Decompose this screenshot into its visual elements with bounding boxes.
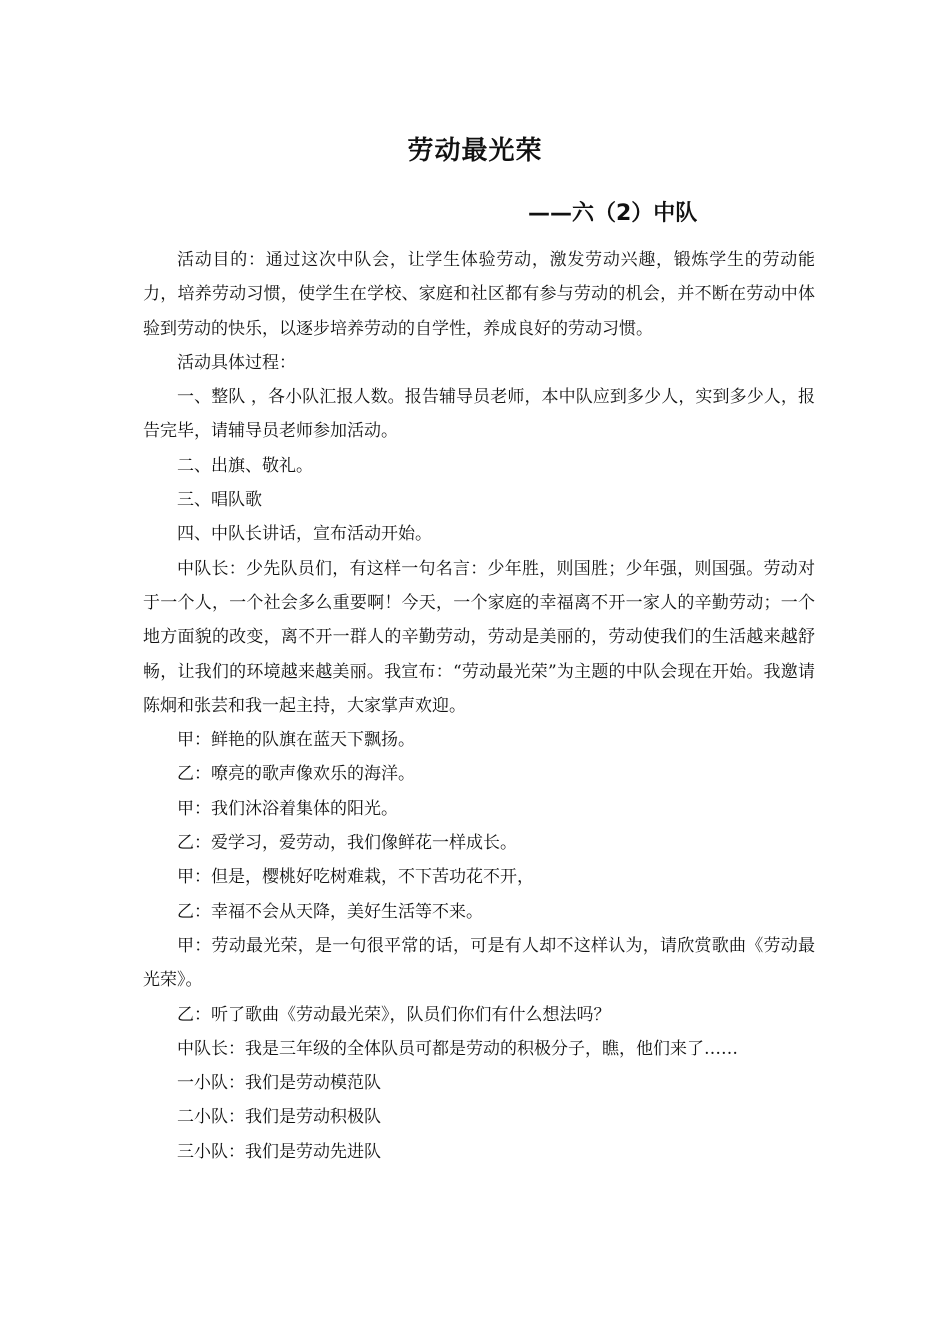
paragraph-purpose: 活动目的：通过这次中队会，让学生体验劳动，激发劳动兴趣，锻炼学生的劳动能力，培养劳动习惯，使学生在学校、家庭和社区都有参与劳动的机会，并不断在劳动中体验到劳动的快乐，以逐步培养劳动的自学性，养成良好的劳动习惯。 [143, 250, 815, 339]
paragraph-dialogue-8: 乙：听了歌曲《劳动最光荣》，队员们你们有什么想法吗？ [177, 1004, 611, 1025]
paragraph-step-1: 一、整队 ，各小队汇报人数。报告辅导员老师，本中队应到多少人，实到多少人，报告完毕，请辅导员老师参加活动。 [143, 387, 815, 442]
paragraph-dialogue-5: 甲：但是，樱桃好吃树难栽，不下苦功花不开， [177, 867, 534, 888]
paragraph-process-heading: 活动具体过程： [177, 352, 296, 373]
paragraph-squad-1: 一小队：我们是劳动模范队 [177, 1073, 381, 1094]
paragraph-step-3: 三、唱队歌 [177, 490, 262, 511]
paragraph-dialogue-6: 乙：幸福不会从天降，美好生活等不来。 [177, 901, 483, 922]
paragraph-step-2: 二、出旗、敬礼。 [177, 455, 313, 476]
paragraph-dialogue-4: 乙：爱学习，爱劳动，我们像鲜花一样成长。 [177, 833, 517, 854]
paragraph-squad-2: 二小队：我们是劳动积极队 [177, 1107, 381, 1128]
document-body [143, 243, 815, 1169]
paragraph-dialogue-7: 甲：劳动最光荣，是一句很平常的话，可是有人却不这样认为，请欣赏歌曲《劳动最光荣》。 [143, 935, 815, 991]
paragraph-captain-intro: 中队长：我是三年级的全体队员可都是劳动的积极分子，瞧，他们来了…… [177, 1038, 738, 1059]
paragraph-squad-3: 三小队：我们是劳动先进队 [177, 1141, 381, 1162]
paragraph-dialogue-2: 乙：嘹亮的歌声像欢乐的海洋。 [177, 764, 415, 785]
paragraph-dialogue-3: 甲：我们沐浴着集体的阳光。 [177, 798, 398, 819]
paragraph-captain-speech: 中队长：少先队员们，有这样一句名言：少年胜，则国胜；少年强，则国强。劳动对于一个人，一个社会多么重要啊！今天，一个家庭的幸福离不开一家人的辛勤劳动；一个地方面貌的改变，离不开一群人的辛勤劳动，劳动是美丽的，劳动使我们的生活越来越舒畅，让我们的环境越来越美丽。我宣布：“劳动最光荣”为主题的中队会现在开始。我邀请陈炯和张芸和我一起主持，大家掌声欢迎。 [143, 558, 815, 716]
paragraph-step-4: 四、中队长讲话，宣布活动开始。 [177, 524, 432, 545]
paragraph-dialogue-1: 甲：鲜艳的队旗在蓝天下飘扬。 [177, 730, 415, 751]
document-title: 劳动最光荣 [407, 136, 543, 166]
document-subtitle: ——六（2）中队 [528, 201, 698, 226]
